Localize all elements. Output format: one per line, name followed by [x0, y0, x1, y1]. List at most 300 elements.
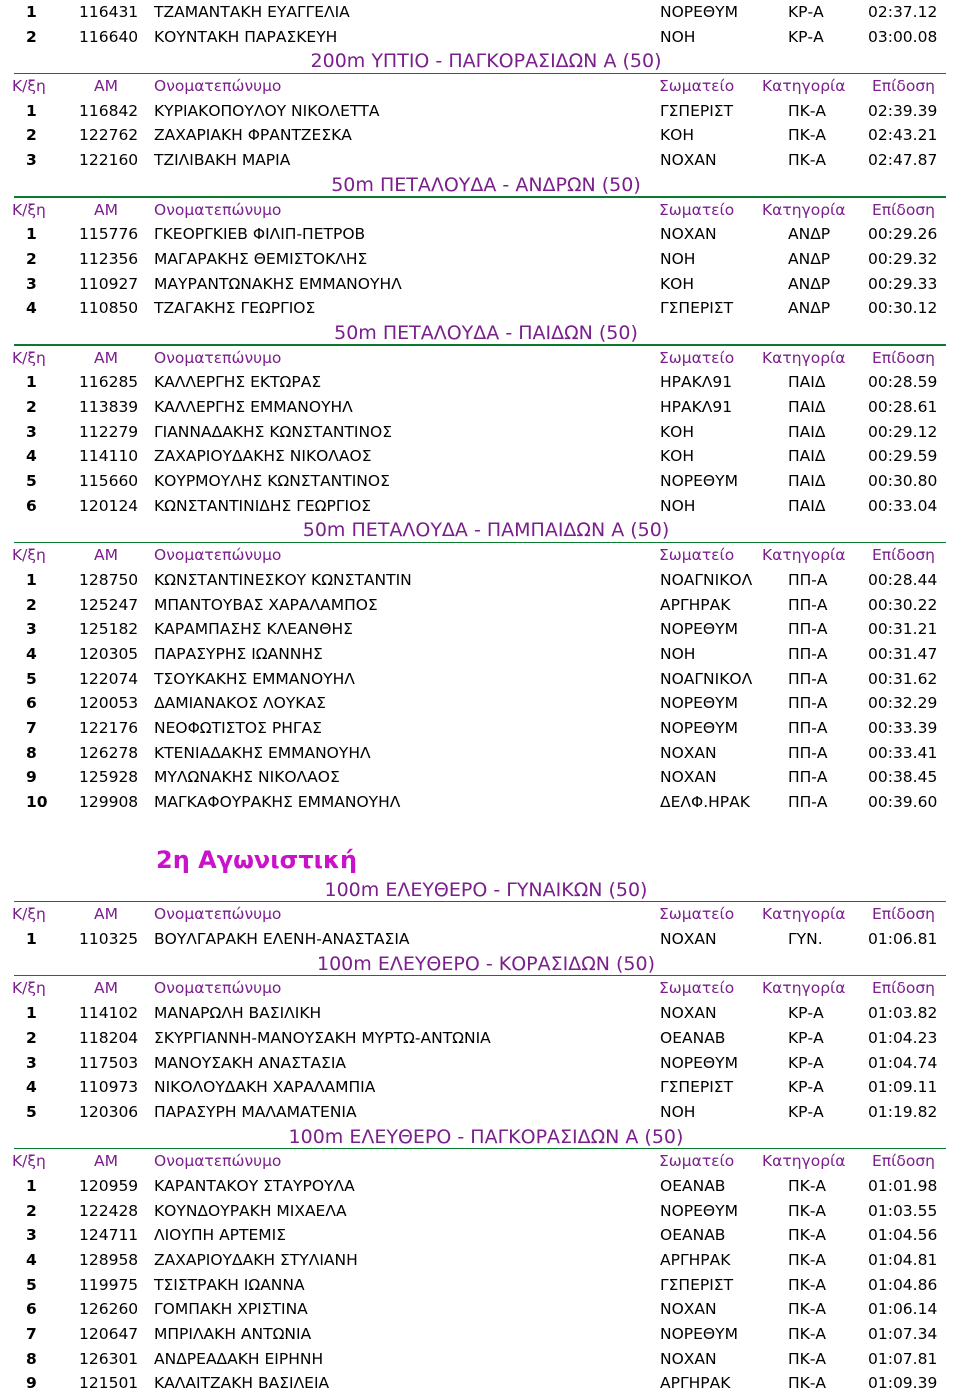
category-cell: ΑΝΔΡ: [788, 299, 831, 318]
club-cell: ΝΟΗ: [660, 1102, 696, 1121]
name-cell: ΒΟΥΛΓΑΡΑΚΗ ΕΛΕΝΗ-ΑΝΑΣΤΑΣΙΑ: [154, 930, 410, 949]
club-cell: ΝΟΡΕΘΥΜ: [660, 1201, 738, 1220]
name-cell: ΖΑΧΑΡΙΟΥΔΑΚΗΣ ΝΙΚΟΛΑΟΣ: [154, 447, 372, 466]
header-category: Κατηγορία: [762, 77, 846, 96]
club-cell: ΝΟΧΑΝ: [660, 225, 717, 244]
club-cell: ΝΟΑΓΝΙΚΟΛ: [660, 669, 753, 688]
name-cell: ΤΣΙΣΤΡΑΚΗ ΙΩΑΝΝΑ: [154, 1275, 305, 1294]
club-cell: ΚΟΗ: [660, 274, 695, 293]
club-cell: ΓΣΠΕΡΙΣΤ: [660, 1275, 734, 1294]
rank-cell: 1: [26, 570, 37, 589]
rank-cell: 1: [26, 1004, 37, 1023]
event-header: [0, 518, 960, 543]
name-cell: ΛΙΟΥΠΗ ΑΡΤΕΜΙΣ: [154, 1226, 287, 1245]
name-cell: ΜΠΡΙΛΑΚΗ ΑΝΤΩΝΙΑ: [154, 1325, 312, 1344]
category-cell: ΠΠ-Α: [788, 620, 828, 639]
header-category: Κατηγορία: [762, 348, 846, 367]
category-cell: ΠΠ-Α: [788, 768, 828, 787]
time-cell: 01:09.11: [868, 1078, 938, 1097]
time-cell: 01:03.55: [868, 1201, 938, 1220]
am-cell: 120647: [79, 1325, 139, 1344]
category-cell: ΚΡ-Α: [788, 1004, 824, 1023]
table-row: [0, 1075, 960, 1100]
header-name: Ονοματεπώνυμο: [154, 200, 282, 219]
time-cell: 00:29.26: [868, 225, 938, 244]
name-cell: ΖΑΧΑΡΙΟΥΔΑΚΗ ΣΤΥΛΙΑΝΗ: [154, 1251, 358, 1269]
name-cell: ΜΑΓΚΑΦΟΥΡΑΚΗΣ ΕΜΜΑΝΟΥΗΛ: [154, 793, 401, 811]
category-cell: ΠΑΙΔ: [788, 472, 826, 491]
name-cell: ΣΚΥΡΓΙΑΝΝΗ-ΜΑΝΟΥΣΑΚΗ ΜΥΡΤΩ-ΑΝΤΩΝΙΑ: [154, 1028, 491, 1047]
time-cell: 03:00.08: [868, 27, 938, 46]
rank-cell: 3: [26, 422, 37, 441]
table-row: [0, 247, 960, 272]
am-cell: 125182: [79, 620, 139, 639]
am-cell: 110973: [79, 1078, 139, 1097]
am-cell: 121501: [79, 1374, 139, 1393]
am-cell: 114110: [79, 447, 139, 466]
header-rank: Κ/ξη: [12, 77, 46, 96]
table-row: [0, 741, 960, 766]
column-header-row: [0, 346, 960, 371]
club-cell: ΝΟΧΑΝ: [660, 1004, 717, 1023]
name-cell: ΤΖΙΛΙΒΑΚΗ ΜΑΡΙΑ: [154, 151, 291, 170]
rank-cell: 9: [26, 768, 37, 787]
club-cell: ΝΟΧΑΝ: [660, 1349, 717, 1368]
category-cell: ΠΠ-Α: [788, 644, 828, 663]
category-cell: ΠΚ-Α: [788, 1226, 827, 1245]
header-rank: Κ/ξη: [12, 1152, 46, 1171]
category-cell: ΚΡ-Α: [788, 1078, 824, 1097]
category-cell: ΠΑΙΔ: [788, 496, 826, 515]
header-am: ΑΜ: [94, 979, 118, 998]
name-cell: ΤΖΑΜΑΝΤΑΚΗ ΕΥΑΓΓΕΛΙΑ: [154, 3, 350, 21]
table-row: [0, 691, 960, 716]
time-cell: 01:09.39: [868, 1374, 938, 1393]
am-cell: 116431: [79, 3, 139, 21]
rank-cell: 3: [26, 151, 37, 170]
table-row: [0, 444, 960, 469]
time-cell: 00:33.04: [868, 496, 938, 515]
time-cell: 00:28.44: [868, 570, 938, 589]
rank-cell: 2: [26, 595, 37, 614]
rank-cell: 5: [26, 472, 37, 491]
header-time: Επίδοση: [872, 979, 935, 998]
header-club: Σωματείο: [659, 348, 735, 367]
club-cell: ΑΡΓΗΡΑΚ: [660, 1251, 731, 1269]
club-cell: ΝΟΧΑΝ: [660, 930, 717, 949]
header-time: Επίδοση: [872, 1152, 935, 1171]
am-cell: 112356: [79, 249, 139, 268]
rank-cell: 1: [26, 225, 37, 244]
time-cell: 00:29.32: [868, 249, 938, 268]
club-cell: ΝΟΗ: [660, 249, 696, 268]
am-cell: 114102: [79, 1004, 139, 1023]
category-cell: ΠΑΙΔ: [788, 447, 826, 466]
table-row: [0, 494, 960, 519]
header-category: Κατηγορία: [762, 200, 846, 219]
name-cell: ΜΑΝΟΥΣΑΚΗ ΑΝΑΣΤΑΣΙΑ: [154, 1053, 347, 1072]
name-cell: ΜΥΛΩΝΑΚΗΣ ΝΙΚΟΛΑΟΣ: [154, 768, 340, 787]
time-cell: 01:06.81: [868, 930, 938, 949]
header-rank: Κ/ξη: [12, 979, 46, 998]
category-cell: ΑΝΔΡ: [788, 225, 831, 244]
time-cell: 02:47.87: [868, 151, 938, 170]
club-cell: ΝΟΡΕΘΥΜ: [660, 472, 738, 491]
category-cell: ΚΡ-Α: [788, 1053, 824, 1072]
rank-cell: 4: [26, 299, 37, 318]
club-cell: ΟΕΑΝΑΒ: [660, 1226, 726, 1245]
club-cell: ΝΟΧΑΝ: [660, 768, 717, 787]
time-cell: 01:01.98: [868, 1176, 938, 1195]
table-row: [0, 1001, 960, 1026]
event-title: 100m ΕΛΕΥΘΕΡΟ - ΚΟΡΑΣΙΔΩΝ (50): [317, 952, 655, 975]
event-title: 200m ΥΠΤΙΟ - ΠΑΓΚΟΡΑΣΙΔΩΝ Α (50): [310, 50, 662, 73]
time-cell: 01:19.82: [868, 1102, 938, 1121]
category-cell: ΠΚ-Α: [788, 151, 827, 170]
category-cell: ΠΑΙΔ: [788, 422, 826, 441]
header-club: Σωματείο: [659, 200, 735, 219]
header-category: Κατηγορία: [762, 905, 846, 924]
club-cell: ΓΣΠΕΡΙΣΤ: [660, 299, 734, 318]
spacer: [0, 815, 960, 840]
rank-cell: 1: [26, 3, 37, 21]
am-cell: 128958: [79, 1251, 139, 1269]
table-row: [0, 272, 960, 297]
name-cell: ΜΠΑΝΤΟΥΒΑΣ ΧΑΡΑΛΑΜΠΟΣ: [154, 595, 378, 614]
event-header: [0, 878, 960, 903]
am-cell: 122176: [79, 718, 139, 737]
category-cell: ΠΚ-Α: [788, 1374, 827, 1393]
name-cell: ΓΙΑΝΝΑΔΑΚΗΣ ΚΩΝΣΤΑΝΤΙΝΟΣ: [154, 422, 393, 441]
am-cell: 110927: [79, 274, 139, 293]
time-cell: 00:28.61: [868, 398, 938, 416]
time-cell: 01:04.56: [868, 1226, 938, 1245]
rank-cell: 6: [26, 1300, 37, 1319]
name-cell: ΓΟΜΠΑΚΗ ΧΡΙΣΤΙΝΑ: [154, 1300, 308, 1319]
rank-cell: 4: [26, 1078, 37, 1097]
column-header-row: [0, 1149, 960, 1174]
am-cell: 122428: [79, 1201, 139, 1220]
name-cell: ΚΩΝΣΤΑΝΤΙΝΙΔΗΣ ΓΕΩΡΓΙΟΣ: [154, 496, 372, 515]
header-rank: Κ/ξη: [12, 348, 46, 367]
table-row: [0, 222, 960, 247]
event-header: [0, 1125, 960, 1150]
event-header: [0, 173, 960, 198]
header-name: Ονοματεπώνυμο: [154, 1152, 282, 1171]
table-row: [0, 790, 960, 815]
table-row: [0, 1223, 960, 1248]
table-row: [0, 593, 960, 618]
header-time: Επίδοση: [872, 348, 935, 367]
time-cell: 00:38.45: [868, 768, 938, 787]
category-cell: ΠΚ-Α: [788, 1300, 827, 1319]
club-cell: ΝΟΗ: [660, 644, 696, 663]
name-cell: ΤΖΑΓΑΚΗΣ ΓΕΩΡΓΙΟΣ: [154, 299, 316, 318]
rank-cell: 7: [26, 718, 37, 737]
category-cell: ΠΚ-Α: [788, 1275, 827, 1294]
club-cell: ΑΡΓΗΡΑΚ: [660, 1374, 731, 1393]
rank-cell: 7: [26, 1325, 37, 1344]
table-row: [0, 1347, 960, 1372]
am-cell: 110850: [79, 299, 139, 318]
category-cell: ΠΚ-Α: [788, 1176, 827, 1195]
table-row: [0, 1100, 960, 1125]
name-cell: ΚΟΥΝΤΑΚΗ ΠΑΡΑΣΚΕΥΗ: [154, 27, 338, 46]
event-header: [0, 321, 960, 346]
table-row: [0, 1026, 960, 1051]
am-cell: 115776: [79, 225, 139, 244]
am-cell: 110325: [79, 930, 139, 949]
event-header: [0, 49, 960, 74]
table-row: [0, 99, 960, 124]
club-cell: ΝΟΧΑΝ: [660, 1300, 717, 1319]
header-name: Ονοματεπώνυμο: [154, 77, 282, 96]
rank-cell: 9: [26, 1374, 37, 1393]
am-cell: 120959: [79, 1176, 139, 1195]
am-cell: 120305: [79, 644, 139, 663]
club-cell: ΝΟΗ: [660, 496, 696, 515]
category-cell: ΠΠ-Α: [788, 743, 828, 762]
header-club: Σωματείο: [659, 546, 735, 565]
club-cell: ΝΟΡΕΘΥΜ: [660, 718, 738, 737]
time-cell: 01:04.74: [868, 1053, 938, 1072]
time-cell: 00:30.12: [868, 299, 938, 318]
table-row: [0, 927, 960, 952]
time-cell: 01:03.82: [868, 1004, 938, 1023]
name-cell: ΑΝΔΡΕΑΔΑΚΗ ΕΙΡΗΝΗ: [154, 1349, 324, 1368]
name-cell: ΤΣΟΥΚΑΚΗΣ ΕΜΜΑΝΟΥΗΛ: [154, 669, 355, 688]
name-cell: ΠΑΡΑΣΥΡΗ ΜΑΛΑΜΑΤΕΝΙΑ: [154, 1102, 357, 1121]
table-row: [0, 765, 960, 790]
time-cell: 00:31.47: [868, 644, 938, 663]
event-title: 50m ΠΕΤΑΛΟΥΔΑ - ΠΑΜΠΑΙΔΩΝ Α (50): [302, 519, 670, 542]
club-cell: ΝΟΧΑΝ: [660, 743, 717, 762]
rank-cell: 3: [26, 274, 37, 293]
category-cell: ΑΝΔΡ: [788, 274, 831, 293]
time-cell: 01:06.14: [868, 1300, 938, 1319]
time-cell: 02:37.12: [868, 3, 938, 21]
rank-cell: 2: [26, 27, 37, 46]
table-row: [0, 716, 960, 741]
header-name: Ονοματεπώνυμο: [154, 348, 282, 367]
rank-cell: 2: [26, 126, 37, 145]
club-cell: ΝΟΑΓΝΙΚΟΛ: [660, 570, 753, 589]
time-cell: 00:33.41: [868, 743, 938, 762]
name-cell: ΜΑΥΡΑΝΤΩΝΑΚΗΣ ΕΜΜΑΝΟΥΗΛ: [154, 274, 402, 293]
rank-cell: 1: [26, 930, 37, 949]
category-cell: ΠΚ-Α: [788, 126, 827, 145]
time-cell: 00:29.59: [868, 447, 938, 466]
header-rank: Κ/ξη: [12, 905, 46, 924]
event-title: 50m ΠΕΤΑΛΟΥΔΑ - ΠΑΙΔΩΝ (50): [334, 321, 638, 344]
category-cell: ΠΠ-Α: [788, 718, 828, 737]
header-time: Επίδοση: [872, 905, 935, 924]
category-cell: ΠΠ-Α: [788, 570, 828, 589]
header-name: Ονοματεπώνυμο: [154, 546, 282, 565]
table-row: [0, 1297, 960, 1322]
time-cell: 02:43.21: [868, 126, 938, 145]
name-cell: ΜΑΓΑΡΑΚΗΣ ΘΕΜΙΣΤΟΚΛΗΣ: [154, 249, 368, 268]
header-am: ΑΜ: [94, 348, 118, 367]
am-cell: 113839: [79, 398, 139, 416]
header-club: Σωματείο: [659, 77, 735, 96]
time-cell: 01:04.81: [868, 1251, 938, 1269]
column-header-row: [0, 198, 960, 223]
table-row: [0, 1322, 960, 1347]
rank-cell: 1: [26, 373, 37, 392]
club-cell: ΓΣΠΕΡΙΣΤ: [660, 101, 734, 120]
table-row: [0, 123, 960, 148]
category-cell: ΠΚ-Α: [788, 101, 827, 120]
category-cell: ΓΥΝ.: [788, 930, 823, 949]
am-cell: 126301: [79, 1349, 139, 1368]
rank-cell: 2: [26, 1028, 37, 1047]
category-cell: ΠΑΙΔ: [788, 373, 826, 392]
table-row: [0, 568, 960, 593]
column-header-row: [0, 74, 960, 99]
am-cell: 116842: [79, 101, 139, 120]
time-cell: 00:28.59: [868, 373, 938, 392]
category-cell: ΠΚ-Α: [788, 1325, 827, 1344]
time-cell: 00:39.60: [868, 793, 938, 811]
table-row: [0, 0, 960, 25]
am-cell: 122074: [79, 669, 139, 688]
name-cell: ΚΑΛΑΙΤΖΑΚΗ ΒΑΣΙΛΕΙΑ: [154, 1374, 330, 1393]
rank-cell: 5: [26, 1275, 37, 1294]
time-cell: 00:31.21: [868, 620, 938, 639]
name-cell: ΚΟΥΝΔΟΥΡΑΚΗ ΜΙΧΑΕΛΑ: [154, 1201, 347, 1220]
category-cell: ΚΡ-Α: [788, 3, 824, 21]
club-cell: ΝΟΧΑΝ: [660, 151, 717, 170]
category-cell: ΠΠ-Α: [788, 694, 828, 713]
name-cell: ΚΥΡΙΑΚΟΠΟΥΛΟΥ ΝΙΚΟΛΕΤΤΑ: [154, 101, 380, 120]
rank-cell: 4: [26, 644, 37, 663]
am-cell: 129908: [79, 793, 139, 811]
category-cell: ΚΡ-Α: [788, 1102, 824, 1121]
header-name: Ονοματεπώνυμο: [154, 979, 282, 998]
rank-cell: 8: [26, 1349, 37, 1368]
category-cell: ΠΚ-Α: [788, 1201, 827, 1220]
time-cell: 00:30.80: [868, 472, 938, 491]
column-header-row: [0, 902, 960, 927]
table-row: [0, 1371, 960, 1396]
time-cell: 00:29.33: [868, 274, 938, 293]
header-am: ΑΜ: [94, 200, 118, 219]
meet-heading: [0, 840, 960, 878]
table-row: [0, 469, 960, 494]
table-row: [0, 1273, 960, 1298]
club-cell: ΓΣΠΕΡΙΣΤ: [660, 1078, 734, 1097]
category-cell: ΠΚ-Α: [788, 1251, 827, 1269]
category-cell: ΠΑΙΔ: [788, 398, 826, 416]
am-cell: 128750: [79, 570, 139, 589]
header-am: ΑΜ: [94, 77, 118, 96]
am-cell: 115660: [79, 472, 139, 491]
club-cell: ΚΟΗ: [660, 422, 695, 441]
am-cell: 120053: [79, 694, 139, 713]
table-row: [0, 296, 960, 321]
time-cell: 02:39.39: [868, 101, 938, 120]
name-cell: ΠΑΡΑΣΥΡΗΣ ΙΩΑΝΝΗΣ: [154, 644, 323, 663]
rank-cell: 4: [26, 1251, 37, 1269]
am-cell: 116285: [79, 373, 139, 392]
am-cell: 125928: [79, 768, 139, 787]
header-name: Ονοματεπώνυμο: [154, 905, 282, 924]
header-time: Επίδοση: [872, 77, 935, 96]
category-cell: ΠΚ-Α: [788, 1349, 827, 1368]
column-header-row: [0, 976, 960, 1001]
name-cell: ΔΑΜΙΑΝΑΚΟΣ ΛΟΥΚΑΣ: [154, 694, 326, 713]
am-cell: 120306: [79, 1102, 139, 1121]
table-row: [0, 667, 960, 692]
category-cell: ΠΠ-Α: [788, 595, 828, 614]
name-cell: ΚΩΝΣΤΑΝΤΙΝΕΣΚΟΥ ΚΩΝΣΤΑΝΤΙΝ: [154, 570, 412, 589]
event-title: 100m ΕΛΕΥΘΕΡΟ - ΓΥΝΑΙΚΩΝ (50): [324, 878, 648, 901]
rank-cell: 2: [26, 249, 37, 268]
am-cell: 122160: [79, 151, 139, 170]
am-cell: 126260: [79, 1300, 139, 1319]
am-cell: 125247: [79, 595, 139, 614]
am-cell: 120124: [79, 496, 139, 515]
am-cell: 124711: [79, 1226, 139, 1245]
table-row: [0, 1248, 960, 1273]
time-cell: 01:04.86: [868, 1275, 938, 1294]
category-cell: ΠΠ-Α: [788, 793, 828, 811]
time-cell: 01:07.34: [868, 1325, 938, 1344]
time-cell: 00:33.39: [868, 718, 938, 737]
name-cell: ΝΕΟΦΩΤΙΣΤΟΣ ΡΗΓΑΣ: [154, 718, 322, 737]
am-cell: 126278: [79, 743, 139, 762]
table-row: [0, 1051, 960, 1076]
rank-cell: 3: [26, 620, 37, 639]
header-rank: Κ/ξη: [12, 546, 46, 565]
time-cell: 01:07.81: [868, 1349, 938, 1368]
table-row: [0, 642, 960, 667]
rank-cell: 2: [26, 1201, 37, 1220]
table-row: [0, 148, 960, 173]
header-rank: Κ/ξη: [12, 200, 46, 219]
am-cell: 116640: [79, 27, 139, 46]
rank-cell: 10: [26, 793, 48, 811]
event-title: 50m ΠΕΤΑΛΟΥΔΑ - ΑΝΔΡΩΝ (50): [331, 173, 641, 196]
rank-cell: 3: [26, 1053, 37, 1072]
name-cell: ΚΑΛΛΕΡΓΗΣ ΕΚΤΩΡΑΣ: [154, 373, 322, 392]
category-cell: ΚΡ-Α: [788, 1028, 824, 1047]
name-cell: ΚΤΕΝΙΑΔΑΚΗΣ ΕΜΜΑΝΟΥΗΛ: [154, 743, 371, 762]
rank-cell: 1: [26, 101, 37, 120]
am-cell: 119975: [79, 1275, 139, 1294]
club-cell: ΝΟΡΕΘΥΜ: [660, 1325, 738, 1344]
am-cell: 122762: [79, 126, 139, 145]
club-cell: ΝΟΗ: [660, 27, 696, 46]
table-row: [0, 370, 960, 395]
am-cell: 112279: [79, 422, 139, 441]
event-title: 100m ΕΛΕΥΘΕΡΟ - ΠΑΓΚΟΡΑΣΙΔΩΝ Α (50): [288, 1125, 684, 1148]
rank-cell: 4: [26, 447, 37, 466]
club-cell: ΝΟΡΕΘΥΜ: [660, 620, 738, 639]
club-cell: ΚΟΗ: [660, 447, 695, 466]
header-category: Κατηγορία: [762, 979, 846, 998]
header-category: Κατηγορία: [762, 546, 846, 565]
name-cell: ΓΚΕΟΡΓΚΙΕΒ ΦΙΛΙΠ-ΠΕΤΡΟΒ: [154, 225, 366, 244]
table-row: [0, 395, 960, 420]
club-cell: ΗΡΑΚΛ91: [660, 398, 733, 416]
header-club: Σωματείο: [659, 1152, 735, 1171]
time-cell: 01:04.23: [868, 1028, 938, 1047]
club-cell: ΝΟΡΕΘΥΜ: [660, 1053, 738, 1072]
club-cell: ΚΟΗ: [660, 126, 695, 145]
rank-cell: 6: [26, 694, 37, 713]
